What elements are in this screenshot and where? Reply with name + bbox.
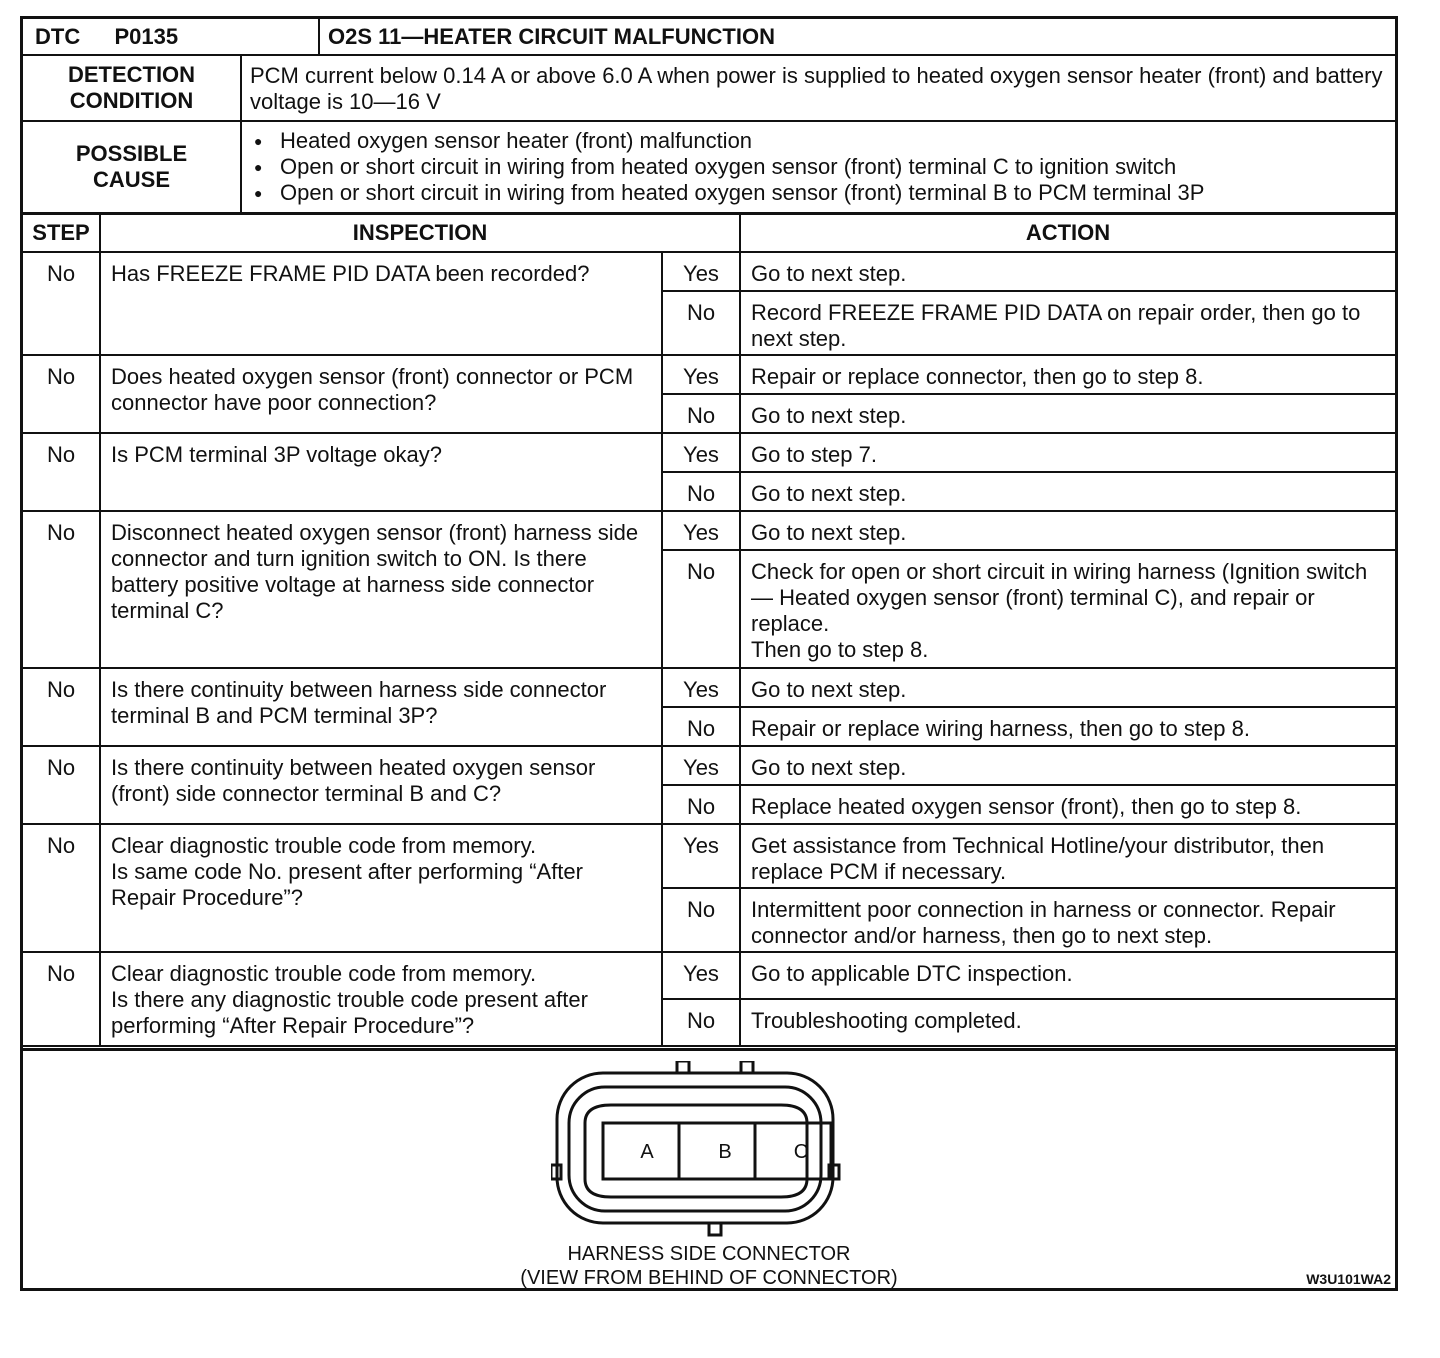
inspection-text: Is PCM terminal 3P voltage okay? (100, 433, 662, 511)
no-label: No (662, 291, 740, 355)
connector-terminal-housing (585, 1105, 807, 1197)
yes-action: Repair or replace connector, then go to step 8. (740, 355, 1395, 394)
possible-cause-cell (241, 121, 1395, 213)
inspection-text: Is there continuity between heated oxygen sensor (front) side connector terminal B and C? (100, 746, 662, 824)
list-item: ● Open or short circuit in wiring from heated oxygen sensor (front) terminal C to ignition switch (250, 154, 1387, 180)
yes-label: Yes (662, 433, 740, 472)
no-label: No (662, 472, 740, 511)
step-column-header: STEP (23, 214, 100, 252)
step-number: No (23, 824, 100, 952)
yes-action: Go to next step. (740, 668, 1395, 707)
connector-tab (709, 1223, 721, 1235)
yes-label: Yes (662, 952, 740, 999)
yes-action: Go to step 7. (740, 433, 1395, 472)
table-row (23, 511, 1395, 550)
yes-action: Go to next step. (740, 252, 1395, 291)
no-label: No (662, 550, 740, 668)
no-action: Troubleshooting completed. (740, 999, 1395, 1046)
header-table (23, 19, 1395, 214)
inspection-cell (100, 824, 662, 952)
no-action-followup: Then go to step 8. (751, 637, 929, 662)
terminal-b-label: B (718, 1141, 732, 1163)
inspection-question: Is same code No. present after performing “After Repair Procedure”? (111, 859, 583, 910)
yes-label: Yes (662, 824, 740, 888)
action-column-header: ACTION (740, 214, 1395, 252)
column-header-row (23, 214, 1395, 252)
connector-caption-subtitle: (VIEW FROM BEHIND OF CONNECTOR) (520, 1267, 898, 1289)
yes-action: Get assistance from Technical Hotline/your distributor, then replace PCM if necessary. (740, 824, 1395, 888)
inspection-column-header: INSPECTION (100, 214, 740, 252)
yes-label: Yes (662, 252, 740, 291)
title-row (23, 19, 1395, 55)
dtc-sheet (20, 16, 1398, 1291)
dtc-code-cell (23, 19, 319, 55)
harness-connector-diagram (551, 1061, 851, 1239)
connector-tab (677, 1061, 689, 1073)
yes-label: Yes (662, 668, 740, 707)
no-action: Go to next step. (740, 472, 1395, 511)
step-number: No (23, 746, 100, 824)
no-action: Intermittent poor connection in harness or connector. Repair connector and/or harness, then go to next step. (740, 888, 1395, 952)
table-row (23, 746, 1395, 785)
yes-action: Go to next step. (740, 746, 1395, 785)
yes-action: Go to applicable DTC inspection. (740, 952, 1395, 999)
no-action: Go to next step. (740, 394, 1395, 433)
no-label: No (662, 707, 740, 746)
connector-caption-title: HARNESS SIDE CONNECTOR (567, 1243, 851, 1265)
table-row (23, 355, 1395, 394)
inspection-text: Disconnect heated oxygen sensor (front) harness side connector and turn ignition switch to ON. Is there battery positive voltage at harness side connector terminal C? (100, 511, 662, 668)
no-action-cell (740, 550, 1395, 668)
no-label: No (662, 394, 740, 433)
dtc-label: DTC (35, 23, 81, 49)
detection-row (23, 55, 1395, 121)
no-label: No (662, 999, 740, 1046)
possible-cause-label: POSSIBLE CAUSE (23, 121, 241, 213)
list-item: ● Open or short circuit in wiring from heated oxygen sensor (front) terminal B to PCM terminal 3P (250, 180, 1387, 206)
list-item: ● Heated oxygen sensor heater (front) malfunction (250, 128, 1387, 154)
steps-table (23, 213, 1395, 1047)
no-label: No (662, 785, 740, 824)
connector-tab (741, 1061, 753, 1073)
possible-cause-list (250, 128, 1387, 206)
detection-label: DETECTION CONDITION (23, 55, 241, 121)
inspection-text: Clear diagnostic trouble code from memory. (111, 833, 537, 858)
inspection-text: Is there continuity between harness side connector terminal B and PCM terminal 3P? (100, 668, 662, 746)
no-action: Record FREEZE FRAME PID DATA on repair order, then go to next step. (740, 291, 1395, 355)
connector-figure (23, 1048, 1395, 1291)
dtc-code: P0135 (114, 23, 179, 49)
yes-action: Go to next step. (740, 511, 1395, 550)
table-row (23, 952, 1395, 999)
terminal-a-label: A (640, 1141, 654, 1163)
step-number: No (23, 952, 100, 1046)
no-action: Replace heated oxygen sensor (front), then go to step 8. (740, 785, 1395, 824)
table-row (23, 824, 1395, 888)
figure-code: W3U101WA2 (1306, 1271, 1391, 1287)
inspection-text: Clear diagnostic trouble code from memory. (111, 961, 537, 986)
yes-label: Yes (662, 511, 740, 550)
step-number: No (23, 433, 100, 511)
step-number: No (23, 252, 100, 355)
dtc-title: O2S 11—HEATER CIRCUIT MALFUNCTION (319, 19, 1395, 55)
terminal-c-label: C (793, 1141, 809, 1163)
inspection-question: Is there any diagnostic trouble code present after performing “After Repair Procedure”? (111, 987, 588, 1038)
possible-cause-row (23, 121, 1395, 213)
step-number: No (23, 355, 100, 433)
connector-outer-shell (557, 1073, 833, 1223)
table-row (23, 433, 1395, 472)
inspection-text: Has FREEZE FRAME PID DATA been recorded? (100, 252, 662, 355)
table-row (23, 252, 1395, 291)
no-label: No (662, 888, 740, 952)
no-action: Repair or replace wiring harness, then go to step 8. (740, 707, 1395, 746)
step-number: No (23, 511, 100, 668)
no-action: Check for open or short circuit in wiring harness (Ignition switch — Heated oxygen sensor (front) terminal C), and repair or replace. (751, 559, 1368, 636)
yes-label: Yes (662, 746, 740, 785)
inspection-cell (100, 952, 662, 1046)
inspection-text: Does heated oxygen sensor (front) connector or PCM connector have poor connection? (100, 355, 662, 433)
yes-label: Yes (662, 355, 740, 394)
detection-text: PCM current below 0.14 A or above 6.0 A when power is supplied to heated oxygen sensor heater (front) and battery voltage is 10—16 V (241, 55, 1395, 121)
step-number: No (23, 668, 100, 746)
table-row (23, 668, 1395, 707)
